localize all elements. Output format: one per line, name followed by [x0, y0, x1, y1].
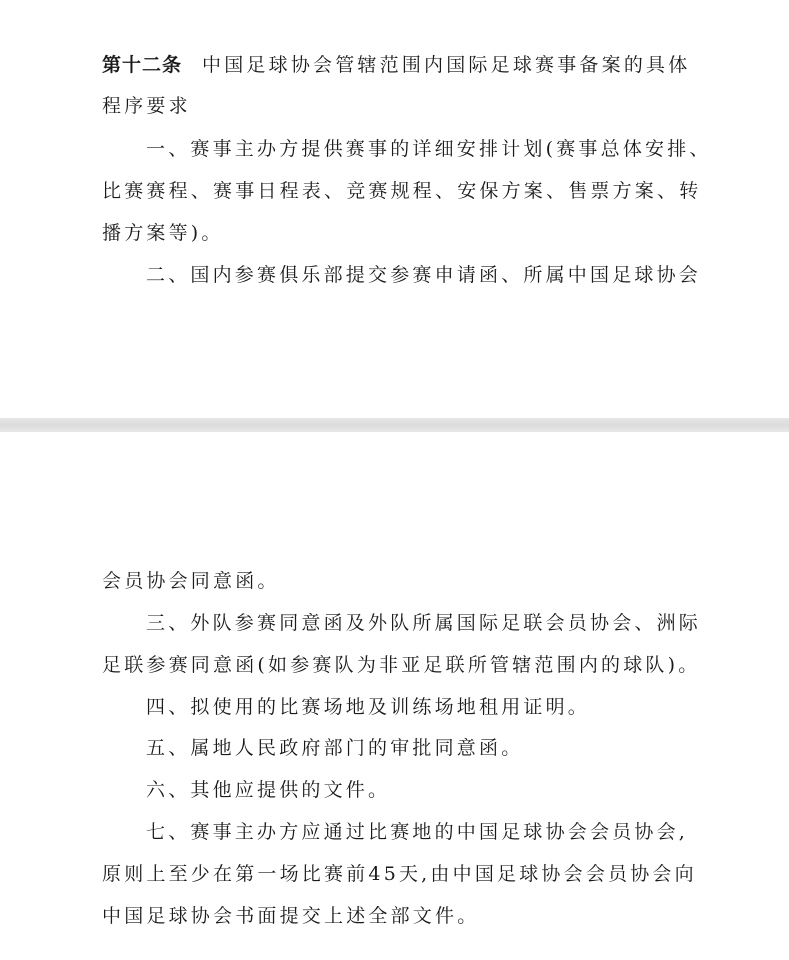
item-6: 六、其他应提供的文件。	[146, 779, 391, 801]
article-heading-continuation: 程序要求	[102, 95, 191, 117]
item-1-line-3: 播方案等)。	[102, 222, 224, 244]
article-number: 第十二条	[102, 54, 183, 76]
item-1-line-1: 一、赛事主办方提供赛事的详细安排计划(赛事总体安排、	[146, 138, 712, 160]
item-1-line-2: 比赛赛程、赛事日程表、竞赛规程、安保方案、售票方案、转	[102, 180, 702, 202]
item-4: 四、拟使用的比赛场地及训练场地租用证明。	[146, 696, 591, 718]
item-7-line-2: 原则上至少在第一场比赛前45天,由中国足球协会会员协会向	[102, 863, 697, 885]
item-7-line-3: 中国足球协会书面提交上述全部文件。	[102, 905, 480, 927]
article-heading-text: 中国足球协会管辖范围内国际足球赛事备案的具体	[202, 54, 691, 76]
item-2-continuation: 会员协会同意函。	[102, 570, 280, 592]
document-page-bottom	[0, 432, 789, 960]
article-heading	[0, 52, 789, 78]
item-7-line-1: 七、赛事主办方应通过比赛地的中国足球协会会员协会,	[146, 821, 689, 843]
item-2-line-1: 二、国内参赛俱乐部提交参赛申请函、所属中国足球协会	[146, 264, 702, 286]
item-3-line-2: 足联参赛同意函(如参赛队为非亚足联所管辖范围内的球队)。	[102, 654, 701, 676]
item-3-line-1: 三、外队参赛同意函及外队所属国际足联会员协会、洲际	[146, 612, 702, 634]
document-page-top	[0, 0, 789, 418]
page-separator	[0, 418, 789, 432]
item-5: 五、属地人民政府部门的审批同意函。	[146, 737, 524, 759]
